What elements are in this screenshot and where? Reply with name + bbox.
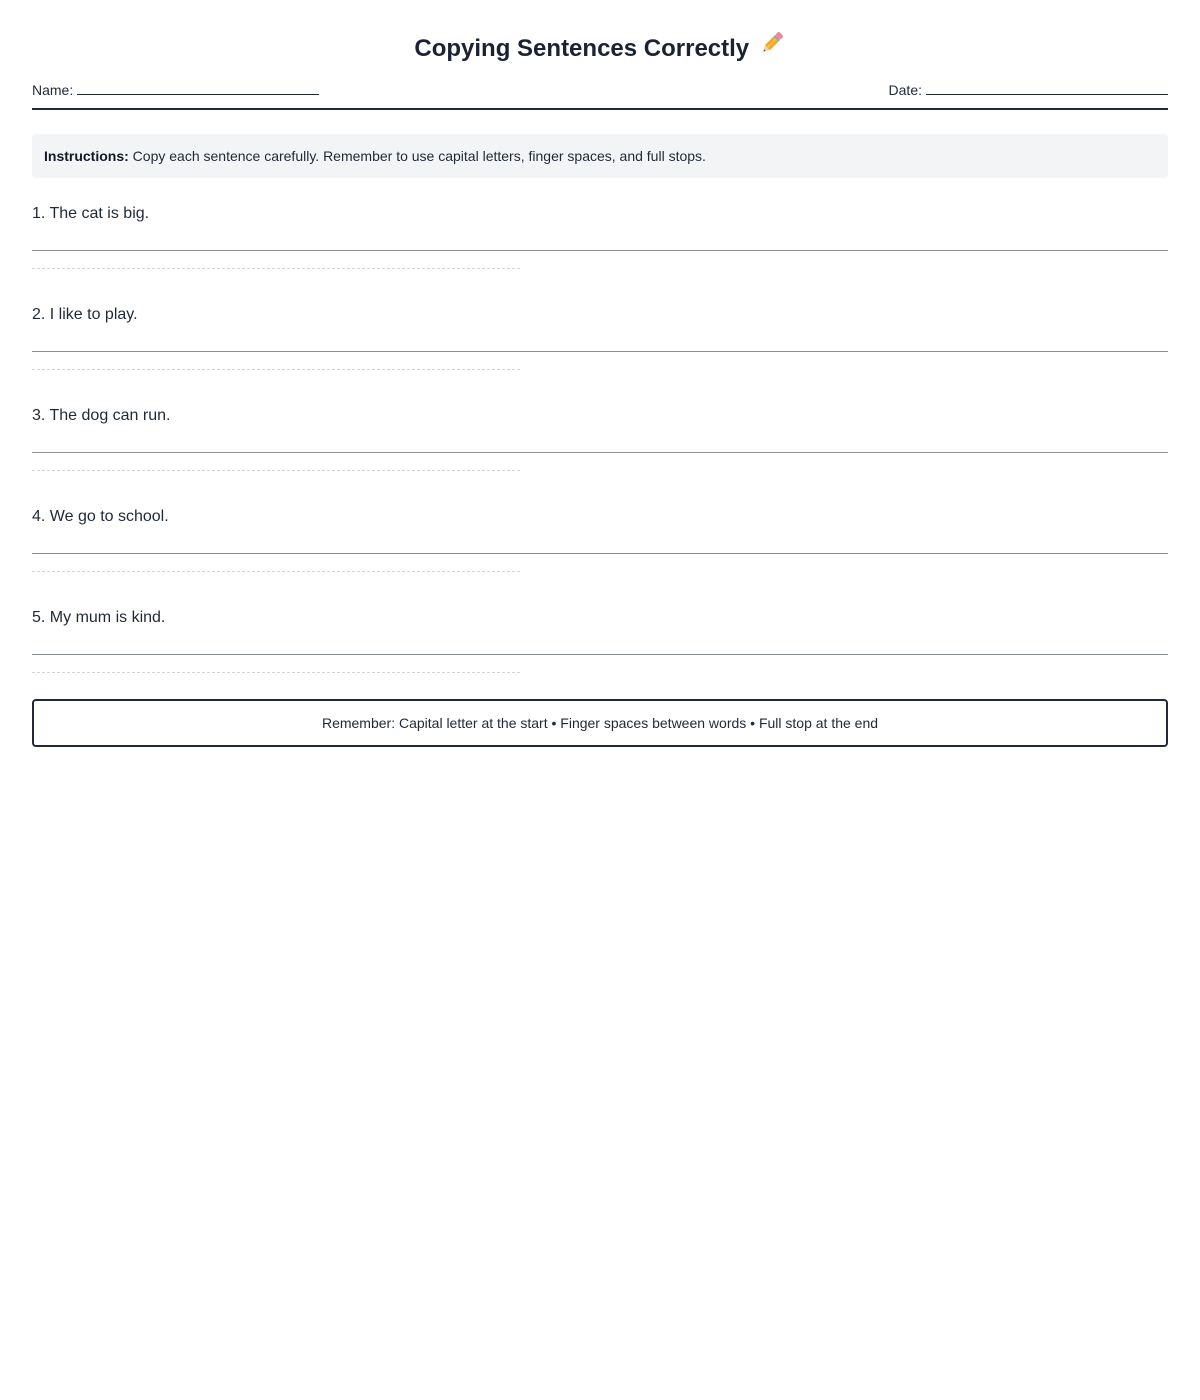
guide-line (32, 571, 520, 572)
exercise-item (32, 582, 1168, 683)
guide-line (32, 470, 520, 471)
name-blank[interactable] (77, 80, 319, 95)
model-sentence: 2. I like to play. (32, 306, 138, 323)
date-label: Date: (888, 82, 922, 98)
exercise-item (32, 380, 1168, 481)
writing-line[interactable] (32, 351, 1168, 352)
exercise-item (32, 481, 1168, 582)
name-field[interactable] (32, 80, 319, 100)
pencil-icon (758, 29, 786, 69)
instructions-label: Instructions: (44, 148, 129, 164)
writing-line[interactable] (32, 654, 1168, 655)
instructions-text: Copy each sentence carefully. Remember to use capital letters, finger spaces, and full stops. (132, 148, 706, 164)
name-label: Name: (32, 82, 74, 98)
name-date-header (32, 80, 1168, 110)
instructions-box (32, 134, 1168, 178)
writing-line[interactable] (32, 452, 1168, 453)
worksheet-page (32, 0, 1168, 747)
worksheet-title: Copying Sentences Correctly (414, 35, 750, 63)
writing-line[interactable] (32, 553, 1168, 554)
writing-line[interactable] (32, 250, 1168, 251)
model-sentence: 3. The dog can run. (32, 407, 171, 424)
model-sentence: 1. The cat is big. (32, 205, 150, 222)
model-sentence: 4. We go to school. (32, 508, 169, 525)
title-row (32, 32, 1168, 64)
date-blank[interactable] (926, 80, 1168, 95)
guide-line (32, 268, 520, 269)
guide-line (32, 369, 520, 370)
exercise-list (32, 178, 1168, 683)
exercise-item (32, 178, 1168, 279)
model-sentence: 5. My mum is kind. (32, 609, 166, 626)
reminder-text: Remember: Capital letter at the start • Finger spaces between words • Full stop at the end (321, 715, 879, 731)
guide-line (32, 672, 520, 673)
date-field[interactable] (889, 80, 1168, 100)
exercise-item (32, 279, 1168, 380)
reminder-box (32, 699, 1168, 747)
